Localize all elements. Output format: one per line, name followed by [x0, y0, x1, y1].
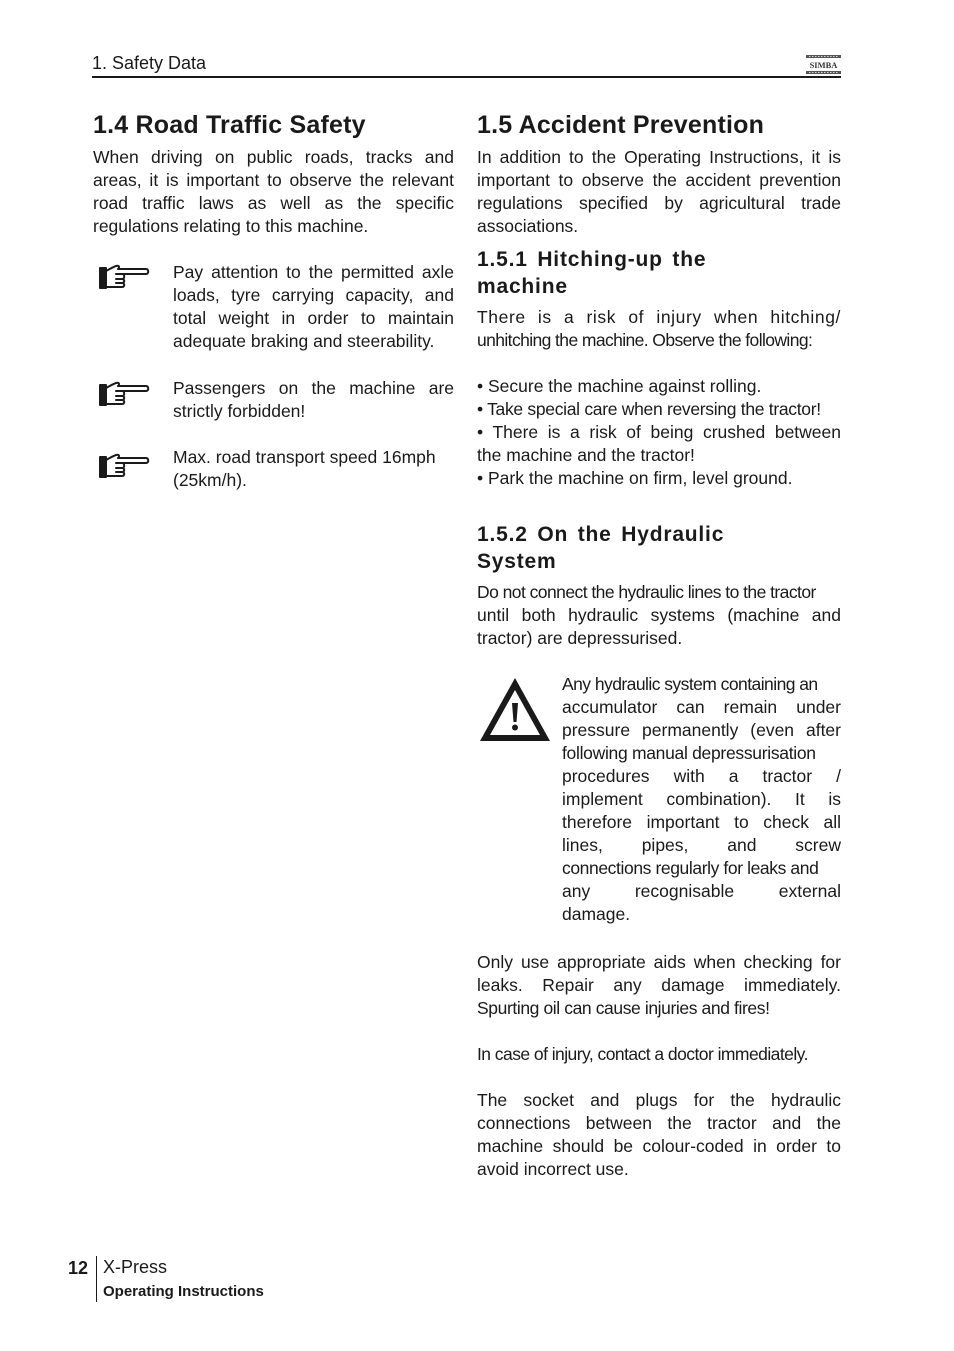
hydraulic-intro: Do not connect the hydraulic lines to the tractor until both hydraulic systems (machine and tractor) are depressurised.: [477, 582, 841, 648]
footer-title: X-Press: [103, 1257, 168, 1277]
hydraulic-aids: Only use appropriate aids when checking for leaks. Repair any damage immediately. Spurting oil can cause injuries and fires!: [477, 952, 841, 1018]
list-item: • Secure the machine against rolling.: [477, 376, 762, 396]
hitching-checklist: [477, 375, 841, 490]
header-rule: [92, 76, 841, 78]
list-item: • There is a risk of being crushed between: [477, 422, 841, 442]
hydraulic-colour-coding: The socket and plugs for the hydraulic connections between the tractor and the machine should be colour-coded in order to avoid incorrect use.: [477, 1090, 841, 1179]
hydraulic-warning: Any hydraulic system containing an accumulator can remain under pressure permanently (even after following manual depressurisation procedures with a tractor / implement combination). It is therefore important to check all lines, pipes, and screw connections regularly for leaks and any recognisable external damage.: [562, 674, 841, 924]
hitching-intro: There is a risk of injury when hitching/ unhitching the machine. Observe the following:: [477, 307, 841, 350]
note-passengers: Passengers on the machine are strictly forbidden!: [173, 378, 454, 421]
svg-text:SIMBA: SIMBA: [809, 60, 838, 70]
warning-triangle-icon: [477, 675, 553, 743]
note-transport-speed: Max. road transport speed 16mph (25km/h).: [173, 447, 436, 490]
simba-logo: [806, 55, 841, 74]
running-header: 1. Safety Data: [92, 53, 207, 73]
pointing-hand-icon: [98, 263, 150, 293]
pointing-hand-icon: [98, 452, 150, 482]
hydraulic-injury: In case of injury, contact a doctor immediately.: [477, 1044, 808, 1064]
list-item: the machine and the tractor!: [477, 445, 695, 465]
heading-road-traffic-safety: 1.4 Road Traffic Safety: [93, 111, 366, 139]
road-safety-intro: When driving on public roads, tracks and areas, it is important to observe the relevant road traffic laws as well as the specific regulations relating to this machine.: [93, 147, 454, 236]
page-number: 12: [68, 1258, 89, 1278]
heading-hitching: 1.5.1 Hitching-up the machine: [477, 248, 707, 298]
footer-rule: [96, 1256, 97, 1302]
heading-hydraulic: 1.5.2 On the Hydraulic System: [477, 523, 725, 573]
list-item: • Park the machine on firm, level ground.: [477, 468, 793, 488]
accident-intro: In addition to the Operating Instructions, it is important to observe the accident prevention regulations specified by agricultural trade associations.: [477, 147, 841, 236]
note-axle-loads: Pay attention to the permitted axle loads, tyre carrying capacity, and total weight in order to maintain adequate braking and steerability.: [173, 262, 454, 351]
pointing-hand-icon: [98, 380, 150, 410]
list-item: • Take special care when reversing the tractor!: [477, 399, 821, 419]
footer-subtitle: Operating Instructions: [103, 1283, 264, 1300]
heading-accident-prevention: 1.5 Accident Prevention: [477, 111, 765, 139]
